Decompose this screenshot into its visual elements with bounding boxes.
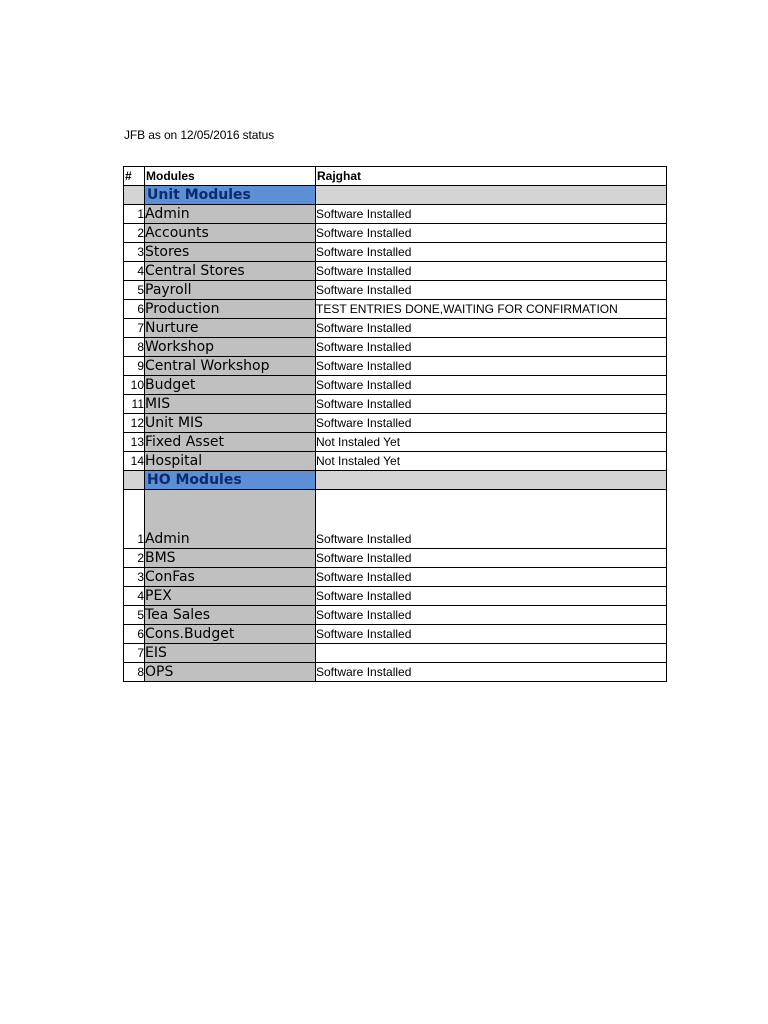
table-row xyxy=(124,338,667,357)
module-status: Software Installed xyxy=(316,224,667,243)
table-row xyxy=(124,433,667,452)
module-name: EIS xyxy=(145,644,316,663)
row-number: 2 xyxy=(124,224,145,243)
module-status: Software Installed xyxy=(316,319,667,338)
row-number: 3 xyxy=(124,568,145,587)
table-row xyxy=(124,262,667,281)
row-number: 11 xyxy=(124,395,145,414)
module-name: Accounts xyxy=(145,224,316,243)
ho-modules-label: HO Modules xyxy=(145,471,316,490)
module-status: Software Installed xyxy=(316,587,667,606)
table-row xyxy=(124,644,667,663)
row-number: 8 xyxy=(124,663,145,682)
module-status: Software Installed xyxy=(316,205,667,224)
module-name: Admin xyxy=(145,490,316,549)
table-row xyxy=(124,625,667,644)
row-number: 3 xyxy=(124,243,145,262)
table-row xyxy=(124,357,667,376)
table-row xyxy=(124,490,667,549)
table-row xyxy=(124,243,667,262)
module-name: Workshop xyxy=(145,338,316,357)
module-status: Not Instaled Yet xyxy=(316,452,667,471)
row-number: 10 xyxy=(124,376,145,395)
unit-modules-header-number xyxy=(124,186,145,205)
header-modules: Modules xyxy=(145,167,316,186)
module-status: Software Installed xyxy=(316,281,667,300)
module-status: Software Installed xyxy=(316,376,667,395)
table-row xyxy=(124,319,667,338)
table-row xyxy=(124,224,667,243)
table-row xyxy=(124,549,667,568)
header-location: Rajghat xyxy=(316,167,667,186)
header-number: # xyxy=(124,167,145,186)
module-name: Budget xyxy=(145,376,316,395)
table-row xyxy=(124,414,667,433)
module-status xyxy=(316,644,667,663)
module-name: Unit MIS xyxy=(145,414,316,433)
table-header-row xyxy=(124,167,667,186)
row-number: 7 xyxy=(124,319,145,338)
document-title: JFB as on 12/05/2016 status xyxy=(124,128,275,142)
module-name: Central Workshop xyxy=(145,357,316,376)
table-row xyxy=(124,568,667,587)
module-status: Not Instaled Yet xyxy=(316,433,667,452)
module-status-table xyxy=(123,166,667,682)
table-row xyxy=(124,376,667,395)
row-number: 5 xyxy=(124,606,145,625)
table-row xyxy=(124,587,667,606)
row-number: 4 xyxy=(124,587,145,606)
table-row xyxy=(124,663,667,682)
module-status: Software Installed xyxy=(316,549,667,568)
module-name: Production xyxy=(145,300,316,319)
module-status: Software Installed xyxy=(316,357,667,376)
module-status: Software Installed xyxy=(316,338,667,357)
table-row xyxy=(124,281,667,300)
module-name: Payroll xyxy=(145,281,316,300)
module-status: Software Installed xyxy=(316,625,667,644)
row-number: 4 xyxy=(124,262,145,281)
module-name: OPS xyxy=(145,663,316,682)
row-number: 1 xyxy=(124,490,145,549)
ho-modules-header-status xyxy=(316,471,667,490)
unit-modules-header-row xyxy=(124,186,667,205)
row-number: 9 xyxy=(124,357,145,376)
module-name: Fixed Asset xyxy=(145,433,316,452)
module-name: Cons.Budget xyxy=(145,625,316,644)
row-number: 6 xyxy=(124,300,145,319)
row-number: 2 xyxy=(124,549,145,568)
table-row xyxy=(124,452,667,471)
module-status: Software Installed xyxy=(316,395,667,414)
module-name: Admin xyxy=(145,205,316,224)
module-status: Software Installed xyxy=(316,606,667,625)
module-name: ConFas xyxy=(145,568,316,587)
table-row xyxy=(124,205,667,224)
module-status: Software Installed xyxy=(316,568,667,587)
module-status: TEST ENTRIES DONE,WAITING FOR CONFIRMATION xyxy=(316,300,667,319)
row-number: 1 xyxy=(124,205,145,224)
table-body xyxy=(124,167,667,682)
module-name: MIS xyxy=(145,395,316,414)
table-row xyxy=(124,300,667,319)
module-name: PEX xyxy=(145,587,316,606)
ho-modules-header-row xyxy=(124,471,667,490)
unit-modules-header-status xyxy=(316,186,667,205)
row-number: 5 xyxy=(124,281,145,300)
module-status: Software Installed xyxy=(316,243,667,262)
unit-modules-label: Unit Modules xyxy=(145,186,316,205)
module-status: Software Installed xyxy=(316,262,667,281)
module-status: Software Installed xyxy=(316,490,667,549)
module-name: Stores xyxy=(145,243,316,262)
module-name: Central Stores xyxy=(145,262,316,281)
module-name: Nurture xyxy=(145,319,316,338)
module-status: Software Installed xyxy=(316,663,667,682)
row-number: 8 xyxy=(124,338,145,357)
table-row xyxy=(124,395,667,414)
row-number: 6 xyxy=(124,625,145,644)
row-number: 7 xyxy=(124,644,145,663)
module-name: Hospital xyxy=(145,452,316,471)
row-number: 14 xyxy=(124,452,145,471)
module-status: Software Installed xyxy=(316,414,667,433)
module-name: Tea Sales xyxy=(145,606,316,625)
module-name: BMS xyxy=(145,549,316,568)
ho-modules-header-number xyxy=(124,471,145,490)
row-number: 13 xyxy=(124,433,145,452)
table-row xyxy=(124,606,667,625)
row-number: 12 xyxy=(124,414,145,433)
